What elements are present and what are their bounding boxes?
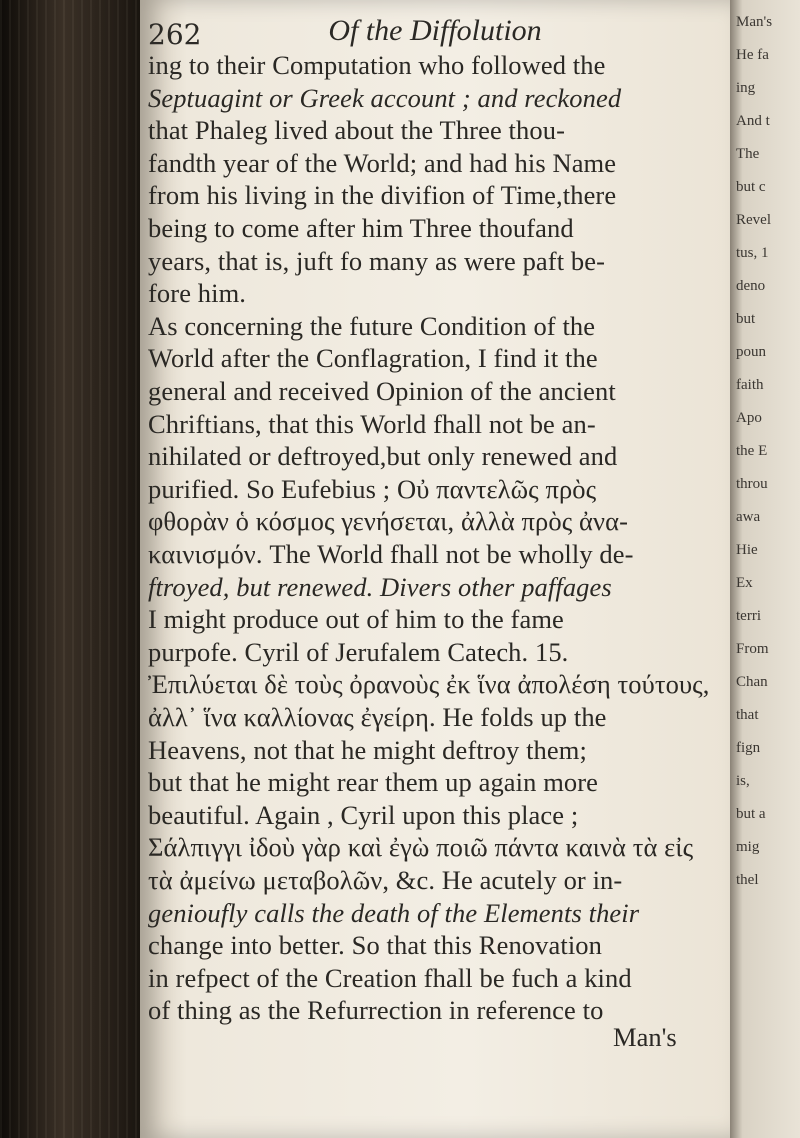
body-line: purified. So Eufebius ; Οὐ παντελῶς πρὸς (148, 473, 597, 504)
adjacent-page-fragment: but a (736, 806, 766, 822)
adjacent-page-fragment: ing (736, 80, 756, 96)
adjacent-page-fragment: Ex (736, 575, 753, 591)
body-line: in refpect of the Creation fhall be fuch a kind (148, 962, 632, 993)
body-line: ing to their Computation who followed the (148, 50, 606, 80)
adjacent-page-fragment: deno (736, 278, 766, 294)
catchword: Man's (613, 1022, 677, 1052)
adjacent-page-fragment: He fa (736, 47, 769, 63)
body-line: I might produce out of him to the fame (148, 604, 564, 635)
body-line: ftroyed, but renewed. Divers other paffages (148, 571, 612, 602)
body-text-block (148, 0, 730, 1138)
running-head: Of the Diffolution (328, 14, 542, 47)
adjacent-page-fragment: but c (736, 179, 766, 195)
body-line: but that he might rear them up again more (148, 767, 599, 798)
adjacent-page-fragment: tus, 1 (736, 245, 769, 261)
greek-line: τὰ ἀμείνω μεταβολῶν, &c. He acutely or in- (148, 865, 623, 895)
body-line: Septuagint or Greek account ; and reckoned (148, 82, 622, 113)
greek-line: Ἐπιλύεται δὲ τοὺς ὀρανοὺς ἐκ ἵνα ἀπολέση τούτους, (148, 669, 710, 700)
adjacent-page-fragment: that (736, 707, 759, 723)
adjacent-page-fragment: terri (736, 608, 761, 624)
adjacent-page-fragment: throu (736, 476, 768, 492)
adjacent-page-fragment: Apo (736, 410, 762, 426)
adjacent-page-fragment: And t (736, 113, 770, 129)
adjacent-page-fragment: faith (736, 377, 764, 393)
body-line: beautiful. Again , Cyril upon this place ; (148, 799, 579, 830)
body-line: purpofe. Cyril of Jerufalem Catech. 15. (148, 636, 569, 667)
body-line: change into better. So that this Renovation (148, 930, 602, 961)
adjacent-page-fragment: but (736, 311, 756, 327)
body-line: of thing as the Refurrection in reference to (148, 995, 604, 1026)
adjacent-page-fragment: is, (736, 773, 750, 789)
page-number: 262 (148, 18, 202, 51)
body-line: years, that is, juft fo many as were paft be- (148, 245, 606, 276)
body-line: World after the Conflagration, I find it the (148, 343, 598, 374)
adjacent-page-fragment: thel (736, 872, 759, 888)
adjacent-page-fragment: Revel (736, 212, 771, 228)
adjacent-page-fragment: the E (736, 443, 768, 459)
body-line: fore him. (148, 278, 247, 309)
greek-line: Σάλπιγγι ἰδοὺ γὰρ καὶ ἐγὼ ποιῶ πάντα καινὰ τὰ εἰς (148, 832, 694, 863)
body-line: genioufly calls the death of the Elements their (148, 897, 640, 928)
body-line: general and received Opinion of the ancient (148, 376, 616, 406)
body-line: Heavens, not that he might deftroy them; (148, 734, 587, 765)
greek-line: φθορὰν ὁ κόσμος γενήσεται, ἀλλὰ πρὸς ἀνα- (148, 506, 628, 537)
body-line: As concerning the future Condition of the (148, 310, 596, 341)
book-gutter-binding (0, 0, 140, 1138)
greek-line: ἀλλ᾽ ἵνα καλλίονας ἐγείρη. He folds up the (148, 702, 607, 732)
body-line: from his living in the divifion of Time,there (148, 180, 617, 211)
adjacent-page-fragment: fign (736, 740, 761, 756)
adjacent-page-fragment: Chan (736, 674, 768, 690)
body-line: fandth year of the World; and had his Name (148, 147, 617, 178)
body-line: καινισμόν. The World fhall not be wholly de- (148, 539, 634, 569)
adjacent-page-fragment: poun (736, 344, 766, 360)
adjacent-page-fragment: awa (736, 509, 761, 525)
adjacent-page-fragment: Hie (736, 542, 758, 558)
body-line: that Phaleg lived about the Three thou- (148, 115, 565, 146)
body-line: being to come after him Three thoufand (148, 213, 574, 243)
body-line: Chriftians, that this World fhall not be an- (148, 408, 596, 439)
adjacent-page-fragment: Man's (736, 14, 773, 30)
adjacent-page-fragment: The (736, 146, 760, 162)
adjacent-page-fragment: mig (736, 839, 760, 855)
adjacent-page-edge (730, 0, 800, 1138)
body-line: nihilated or deftroyed,but only renewed and (148, 441, 618, 472)
adjacent-page-fragment: From (736, 641, 769, 657)
